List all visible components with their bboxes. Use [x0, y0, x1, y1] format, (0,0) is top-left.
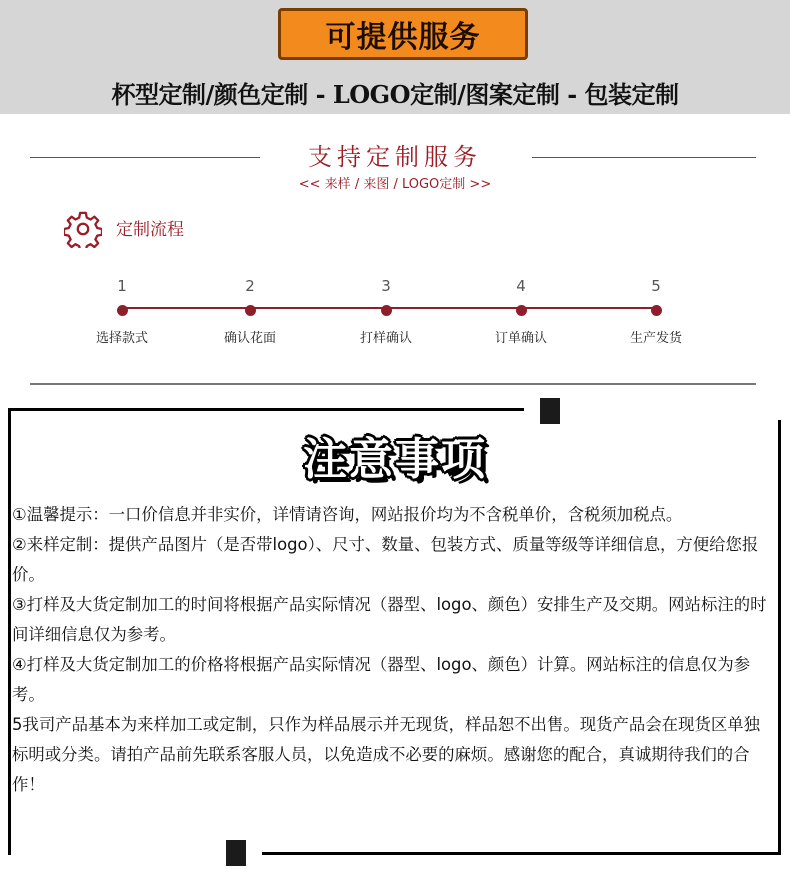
- step-number: 2: [245, 277, 255, 295]
- notice-item-2: ②来样定制：提供产品图片（是否带logo）、尺寸、数量、包装方式、质量等级等详细信息，方便给您报价。: [12, 535, 759, 584]
- header-divider-right: [532, 157, 756, 158]
- support-subtitle: << 来样 / 来图 / LOGO定制 >>: [298, 177, 492, 192]
- frame-corner-block-top: [540, 398, 560, 424]
- process-step-4: [461, 276, 581, 348]
- step-number: 3: [381, 277, 391, 295]
- notice-item-5: 5我司产品基本为来样加工或定制，只作为样品展示并无现货，样品恕不出售。现货产品会在现货区单独标明或分类。请拍产品前先联系客服人员，以免造成不必要的麻烦。感谢您的配合，真诚期待我们的合作！: [12, 715, 761, 794]
- flow-label: 定制流程: [116, 220, 184, 240]
- step-dot: [381, 305, 392, 316]
- step-dot: [516, 305, 527, 316]
- step-dot: [651, 305, 662, 316]
- process-step-3: [326, 276, 446, 348]
- notice-title: 注意事项: [303, 434, 487, 485]
- step-label: 订单确认: [494, 331, 547, 346]
- step-dot: [117, 305, 128, 316]
- notice-frame-left: [8, 408, 11, 855]
- process-step-2: [190, 276, 310, 348]
- notice-item-3: ③打样及大货定制加工的时间将根据产品实际情况（器型、logo、颜色）安排生产及交期。网站标注的时间详细信息仅为参考。: [12, 595, 767, 644]
- service-badge: 可提供服务: [278, 8, 528, 60]
- step-label: 打样确认: [359, 331, 412, 346]
- frame-corner-block-bottom: [226, 840, 246, 866]
- support-title: 支持定制服务: [308, 143, 482, 171]
- step-dot: [245, 305, 256, 316]
- step-number: 1: [117, 277, 127, 295]
- step-number: 5: [651, 277, 661, 295]
- section-divider: [30, 383, 756, 385]
- step-number: 4: [516, 277, 526, 295]
- header-divider-left: [30, 157, 260, 158]
- notice-body: [12, 500, 774, 800]
- notice-item-4: ④打样及大货定制加工的价格将根据产品实际情况（器型、logo、颜色）计算。网站标注的信息仅为参考。: [12, 655, 751, 704]
- step-label: 生产发货: [629, 331, 682, 346]
- process-step-1: [62, 276, 182, 348]
- custom-types-line: 杯型定制/颜色定制 - LOGO定制/图案定制 - 包装定制: [111, 80, 679, 109]
- step-label: 确认花面: [223, 331, 276, 346]
- process-step-5: [596, 276, 716, 348]
- notice-item-1: ①温馨提示：一口价信息并非实价，详情请咨询，网站报价均为不含税单价，含税须加税点。: [12, 505, 683, 524]
- notice-frame-bottom: [262, 852, 781, 855]
- notice-frame-top: [8, 408, 524, 411]
- notice-frame-right: [778, 420, 781, 855]
- gear-icon: [64, 210, 102, 248]
- step-label: 选择款式: [95, 331, 148, 346]
